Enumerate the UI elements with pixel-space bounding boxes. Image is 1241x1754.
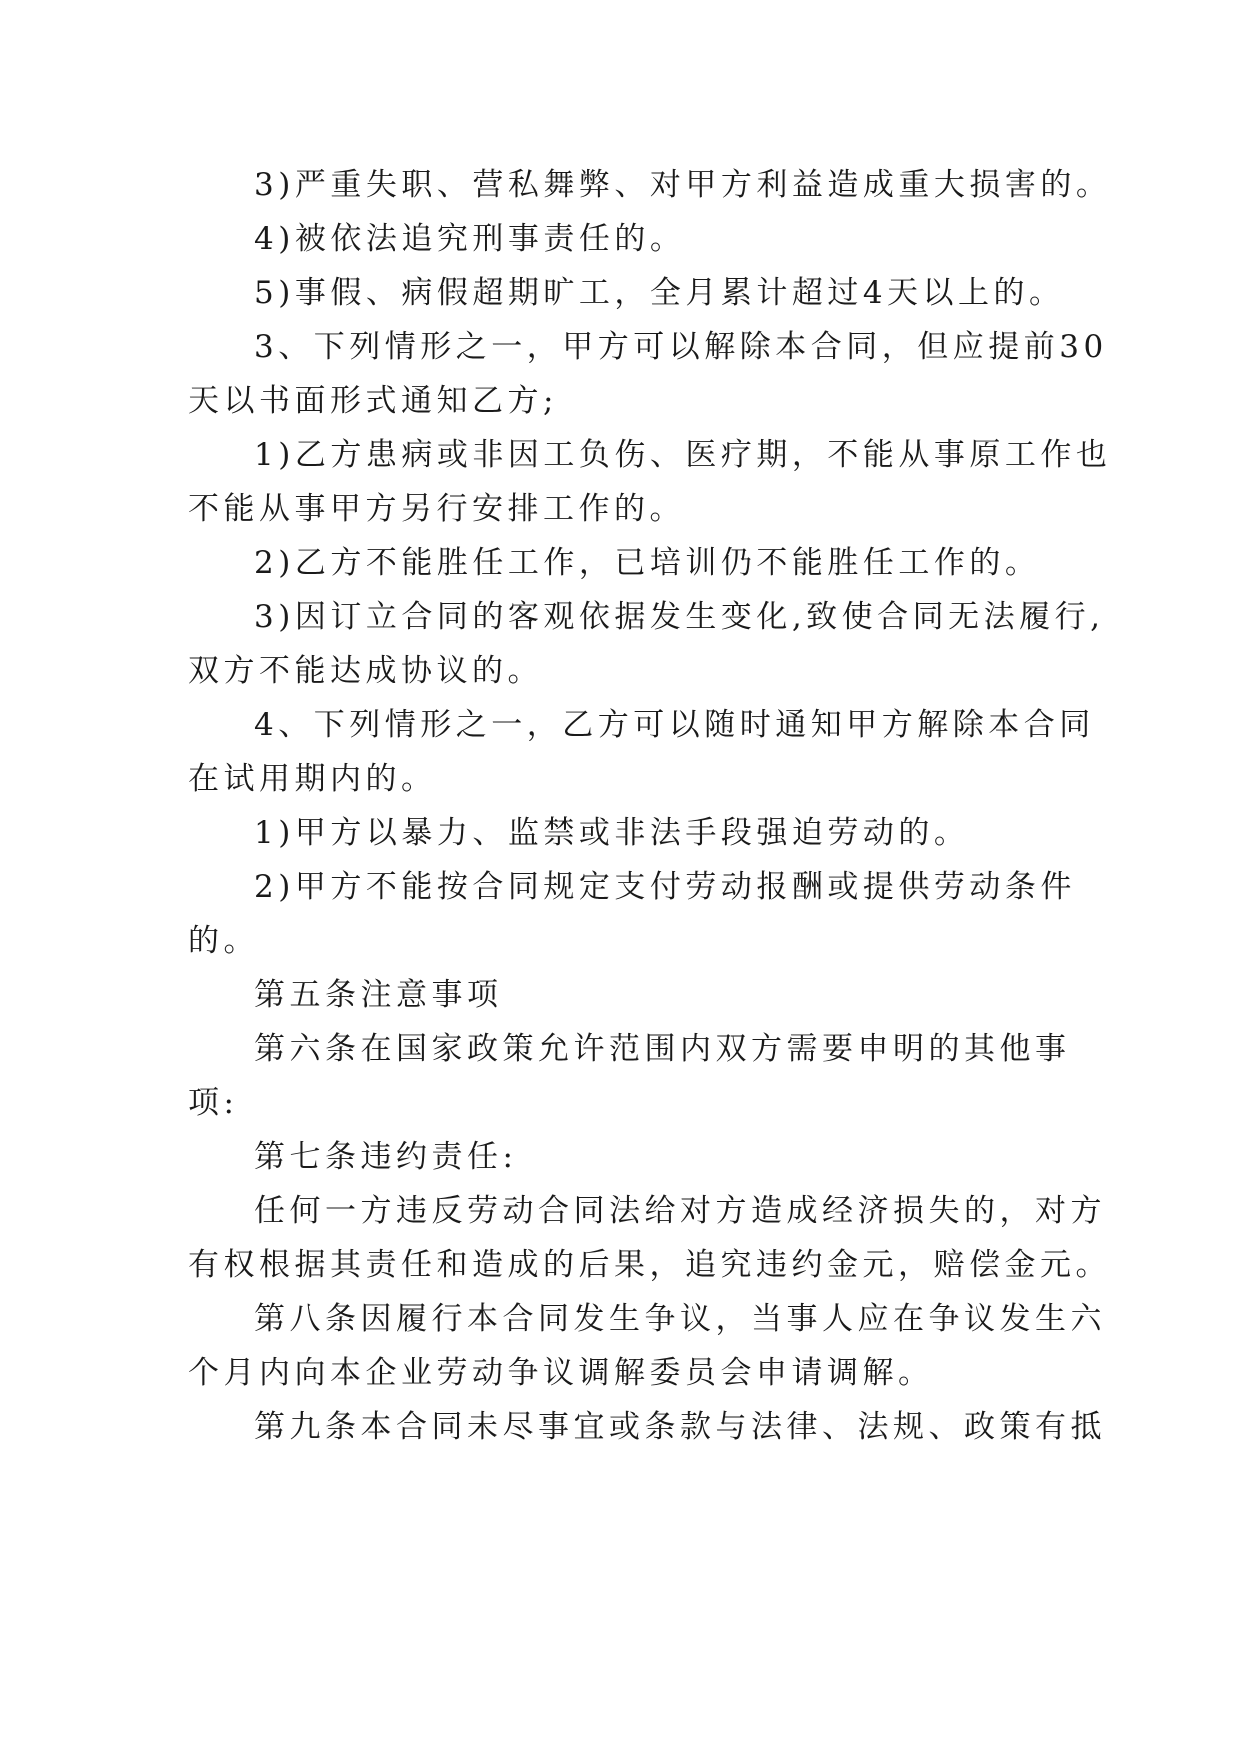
paragraph-line: 1)甲方以暴力、监禁或非法手段强迫劳动的。	[254, 815, 970, 851]
paragraph-line: 4)被依法追究刑事责任的。	[254, 221, 686, 257]
paragraph-line: 有权根据其责任和造成的后果，追究违约金元，赔偿金元。	[188, 1247, 1111, 1283]
paragraph-line: 双方不能达成协议的。	[188, 653, 543, 689]
paragraph-line: 1)乙方患病或非因工负伤、医疗期，不能从事原工作也	[254, 437, 1112, 473]
paragraph-line: 项:	[188, 1085, 239, 1121]
paragraph-line: 不能从事甲方另行安排工作的。	[188, 491, 685, 527]
paragraph-line: 5)事假、病假超期旷工，全月累计超过4天以上的。	[254, 275, 1065, 311]
paragraph-line: 第八条因履行本合同发生争议，当事人应在争议发生六	[254, 1301, 1106, 1337]
paragraph-line: 3)严重失职、营私舞弊、对甲方利益造成重大损害的。	[254, 167, 1112, 203]
paragraph-line: 3)因订立合同的客观依据发生变化,致使合同无法履行,	[254, 599, 1105, 635]
paragraph-line: 第九条本合同未尽事宜或条款与法律、法规、政策有抵	[254, 1409, 1106, 1445]
paragraph-line: 个月内向本企业劳动争议调解委员会申请调解。	[188, 1355, 934, 1391]
paragraph-line: 2)甲方不能按合同规定支付劳动报酬或提供劳动条件	[254, 869, 1076, 905]
section-heading: 第五条注意事项	[254, 977, 503, 1013]
section-heading: 第七条违约责任:	[254, 1139, 518, 1175]
paragraph-line: 2)乙方不能胜任工作，已培训仍不能胜任工作的。	[254, 545, 1041, 581]
paragraph-line: 第六条在国家政策允许范围内双方需要申明的其他事	[254, 1031, 1071, 1067]
paragraph-line: 天以书面形式通知乙方;	[188, 383, 558, 419]
paragraph-line: 3、下列情形之一，甲方可以解除本合同，但应提前30	[254, 329, 1108, 365]
paragraph-line: 的。	[188, 923, 259, 959]
paragraph-line: 4、下列情形之一，乙方可以随时通知甲方解除本合同	[254, 707, 1095, 743]
paragraph-line: 在试用期内的。	[188, 761, 437, 797]
paragraph-line: 任何一方违反劳动合同法给对方造成经济损失的，对方	[254, 1193, 1106, 1229]
